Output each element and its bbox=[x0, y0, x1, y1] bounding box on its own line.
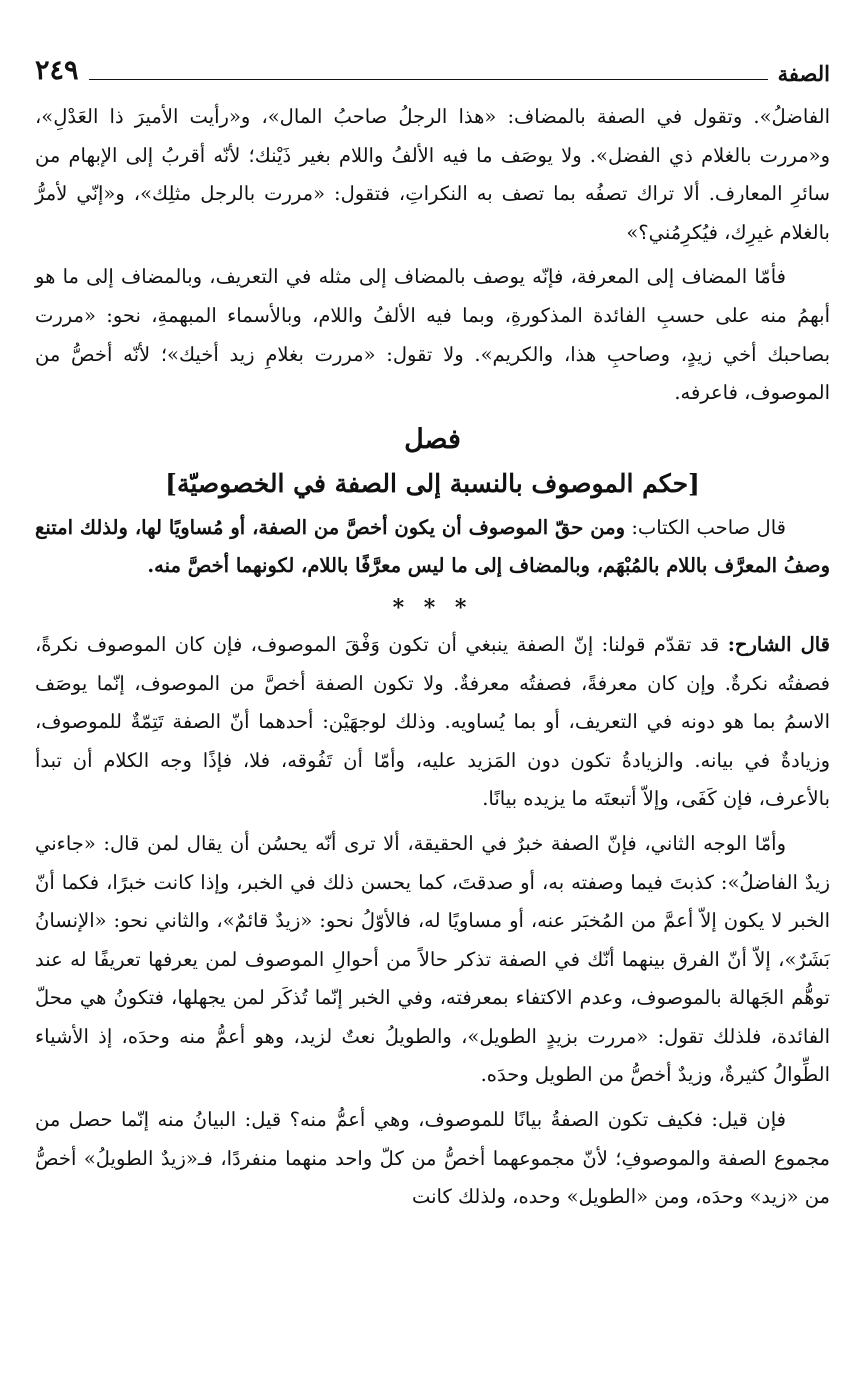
sharh-paragraph-3: فإن قيل: فكيف تكون الصفةُ بيانًا للموصوف، وهي أعمُّ منه؟ قيل: البيانُ منه إنّما حصل من مجموع الصفة والموصوفِ؛ لأنّ مجموعهما أخصُّ من كلّ واحد منهما منفردًا، فـ«زيدٌ الطويلُ» أخصُّ من «زيد» وحدَه، ومن «الطويل» وحده، ولذلك كانت bbox=[35, 1108, 830, 1209]
section-subheading: [حكم الموصوف بالنسبة إلى الصفة في الخصوصيّة] bbox=[165, 468, 700, 498]
header-rule bbox=[89, 79, 768, 80]
sharh-paragraph-1 bbox=[35, 626, 830, 819]
matn-lead: قال صاحب الكتاب: bbox=[631, 515, 786, 539]
matn-text: ومن حقّ الموصوف أن يكون أخصَّ من الصفة، أو مُساويًا لها، ولذلك امتنع وصفُ المعرَّف باللام بالمُبْهَم، وبالمضاف إلى ما ليس معرَّفًا باللام، لكونهما أخصَّ منه. bbox=[35, 515, 830, 578]
body-paragraph-2: فأمّا المضاف إلى المعرفة، فإنّه يوصف بالمضاف إلى مثله في التعريف، وبالمضاف إلى ما هو أبهمُ منه على حسبِ الفائدة المذكورةِ، وبما فيه الألفُ واللام، وبالأسماء المبهمةِ، نحو: «مررت بصاحبك أخي زيدٍ، وصاحبِ هذا، والكريم». ولا تقول: «مررت بغلامِ زيد أخيك»؛ لأنّه أخصُّ من الموصوف، فاعرفه. bbox=[35, 265, 830, 405]
section-separator: * * * bbox=[392, 594, 473, 621]
matn-paragraph bbox=[35, 509, 830, 586]
book-page bbox=[35, 40, 830, 1217]
body-paragraph-1: الفاضلُ». وتقول في الصفة بالمضاف: «هذا الرجلُ صاحبُ المال»، و«رأيت الأميرَ ذا العَدْلِ»، و«مررت بالغلام ذي الفضل». ولا يوصَف ما فيه الألفُ واللام بغير ذَيْنك؛ لأنّه أقربُ إلى الإبهام من سائرِ المعارف. ألا تراك تصفُه بما تصف به النكراتِ، فتقول: «مررت بالرجل مثلِك»، و«إنّي لأمرُّ بالغلام غيرِك، فيُكرِمُني؟» bbox=[35, 105, 830, 244]
running-header bbox=[35, 40, 830, 84]
sharh-paragraph-2: وأمّا الوجه الثاني، فإنّ الصفة خبرٌ في الحقيقة، ألا ترى أنّه يحسُن أن يقال لمن قال: «جاءني زيدٌ الفاضلُ»: كذبتَ فيما وصفته به، أو صدقتَ، كما يحسن ذلك في الخبر، وإذا كانت خبرًا، فكما أنّ الخبر لا يكون إلاّ أعمَّ من المُخبَر عنه، أو مساويًا له، فالأوّلُ نحو: «زيدٌ قائمٌ»، والثاني نحو: «الإنسانُ بَشَرٌ»، إلاّ أنّ الفرق بينهما أنّك في الصفة تذكر حالاً من أحوالِ الموصوف لمن يعرفها تعريفًا له عند توهُّم الجَهالة بالموصوف، وعدم الاكتفاء بمعرفته، وفي الخبر إنّما تُذكَر لمن يجهلها، فتكونُ هي محلّ الفائدة، فلذلك تقول: «مررت بزيدٍ الطويل»، والطويلُ نعتٌ لزيد، وهو أعمُّ منه وحدَه، إذ الأشياء الطِّوالُ كثيرةٌ، وزيدٌ أخصُّ من الطويل وحدَه. bbox=[35, 831, 830, 1087]
section-heading: فصل bbox=[404, 423, 461, 455]
running-title: الصفة bbox=[777, 61, 830, 86]
page-number: ٢٤٩ bbox=[35, 55, 79, 86]
sharh-paragraph-1-text: قد تقدّم قولنا: إنّ الصفة ينبغي أن تكون وَفْقَ الموصوف، فإن كان الموصوف نكرةً، فصفتُه نكرةٌ. وإن كان معرفةً، فصفتُه معرفةٌ. ولا تكون الصفة أخصَّ من الموصوف، إنّما يوصَف الاسمُ بما هو دونه في التعريف، أو بما يُساويه. وذلك لوجهَيْن: أحدهما أنّ الصفة تَتِمّةٌ للموصوف، وزيادةٌ في بيانه. والزيادةُ تكون دون المَزيد عليه، وأمّا أن تَفُوقه، فلا، فإذًا وجه الكلام أن تبدأ بالأعرف، فإن كَفَى، وإلاّ أتبعتَه ما يزيده بيانًا. bbox=[35, 632, 830, 811]
sharh-lead: قال الشارح: bbox=[727, 632, 831, 656]
